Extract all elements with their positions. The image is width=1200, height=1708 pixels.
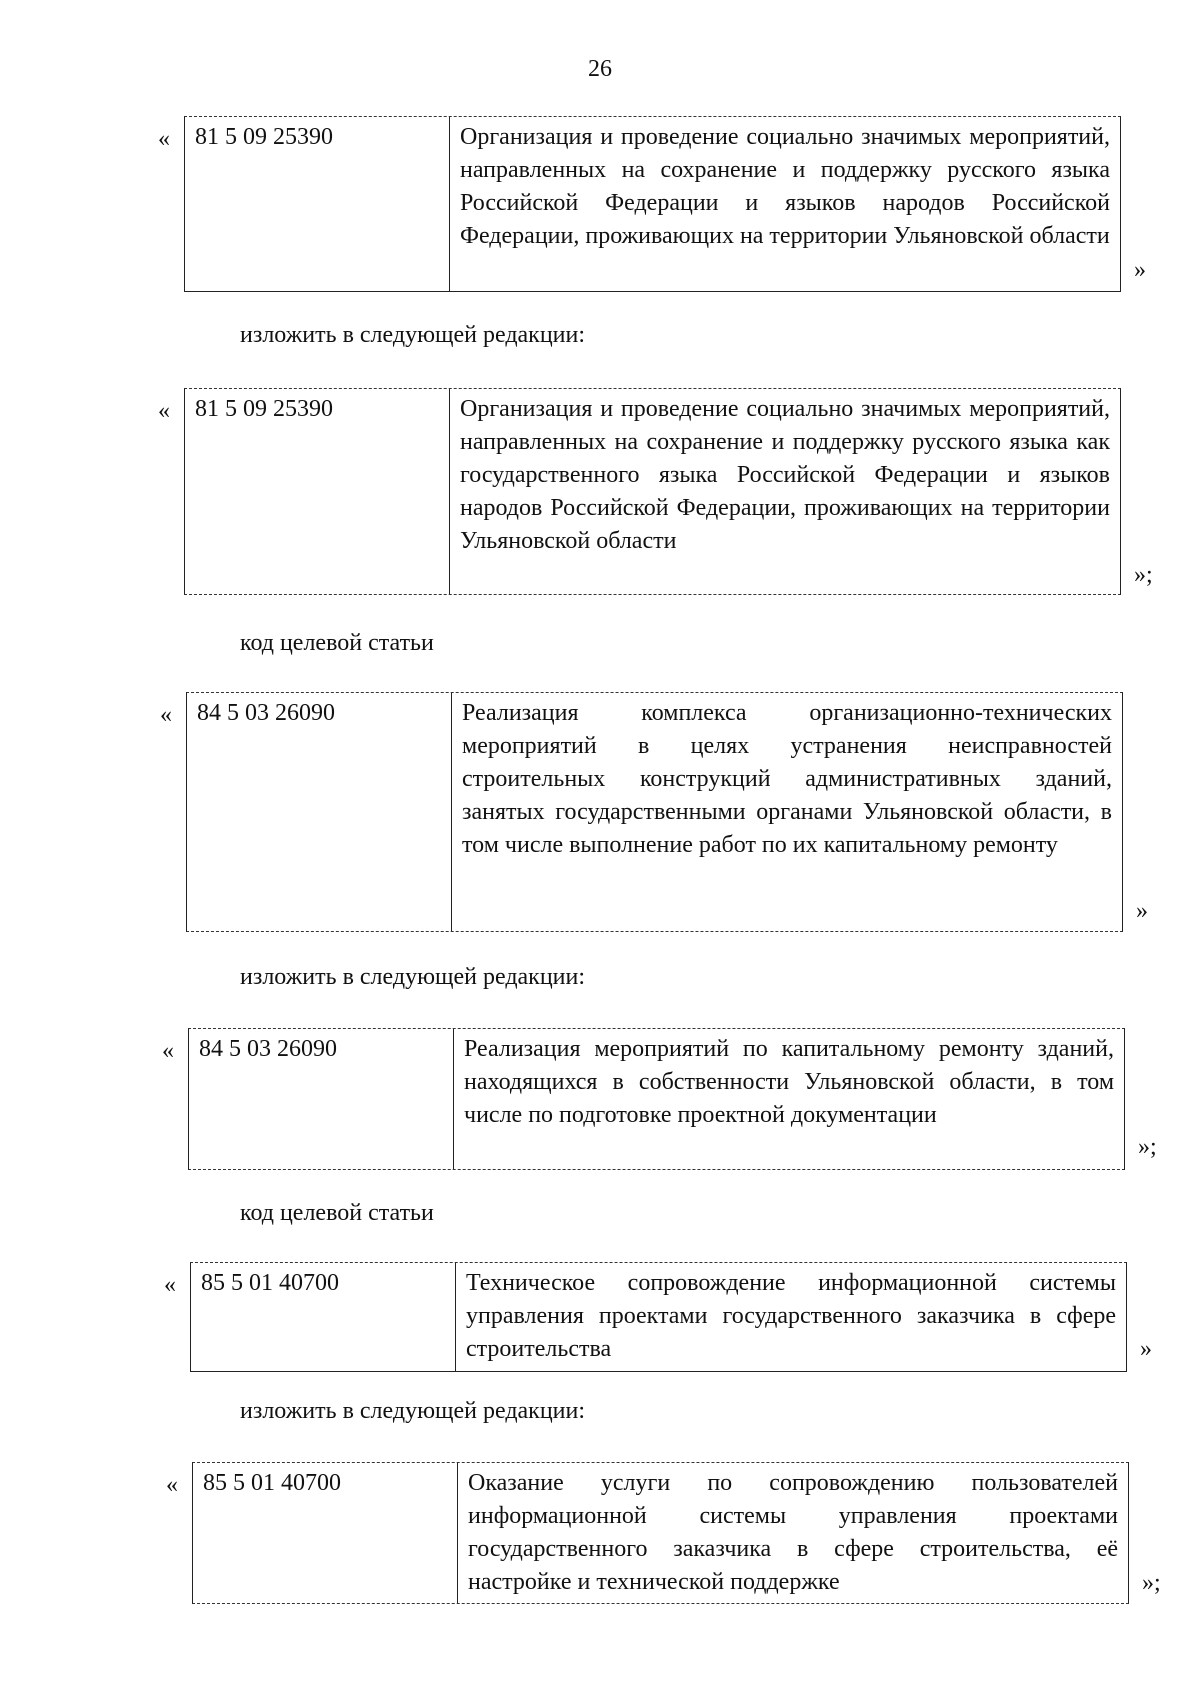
page-number: 26 [588,56,612,82]
instruction-text: код целевой статьи [240,1200,434,1226]
opening-quote: « [166,1472,178,1498]
instruction-text: код целевой статьи [240,630,434,656]
target-article-table [188,1028,1125,1170]
target-article-table [186,692,1123,932]
target-article-table [192,1462,1129,1604]
target-article-description: Реализация мероприятий по капитальному ремонту зданий, находящихся в собственности Ульяновской области, в том числе по подготовке проектной документации [464,1036,1114,1128]
target-article-code: 81 5 09 25390 [185,117,450,291]
opening-quote: « [162,1038,174,1064]
opening-quote: « [158,126,170,152]
instruction-text: изложить в следующей редакции: [240,1398,586,1424]
closing-quote: » [1140,1336,1152,1362]
target-article-code: 81 5 09 25390 [185,389,450,594]
target-article-code: 84 5 03 26090 [187,693,452,931]
target-article-code: 85 5 01 40700 [191,1263,456,1371]
opening-quote: « [158,398,170,424]
target-article-table [184,116,1121,292]
target-article-code: 84 5 03 26090 [189,1029,454,1169]
instruction-text: изложить в следующей редакции: [240,964,586,990]
target-article-description: Техническое сопровождение информационной системы управления проектами государственного заказчика в сфере строительства [466,1270,1116,1362]
instruction-text: изложить в следующей редакции: [240,322,586,348]
closing-quote: »; [1134,562,1153,588]
target-article-description: Организация и проведение социально значимых мероприятий, направленных на сохранение и поддержку русского языка как государственного языка Российской Федерации и языков народов Российской Федерации, проживающих на территории Ульяновской области [460,396,1110,554]
target-article-description: Организация и проведение социально значимых мероприятий, направленных на сохранение и поддержку русского языка Российской Федерации и языков народов Российской Федерации, проживающих на территории Ульяновской области [460,124,1110,249]
target-article-code: 85 5 01 40700 [193,1463,458,1603]
opening-quote: « [164,1272,176,1298]
target-article-table [190,1262,1127,1372]
opening-quote: « [160,702,172,728]
target-article-description: Оказание услуги по сопровождению пользователей информационной системы управления проектами государственного заказчика в сфере строительства, её настройке и технической поддержке [468,1470,1118,1595]
closing-quote: » [1134,257,1146,283]
closing-quote: »; [1142,1570,1161,1596]
target-article-table [184,388,1121,595]
closing-quote: » [1136,898,1148,924]
target-article-description: Реализация комплекса организационно-технических мероприятий в целях устранения неисправностей строительных конструкций административных зданий, занятых государственными органами Ульяновской области, в том числе выполнение работ по их капитальному ремонту [462,700,1112,858]
closing-quote: »; [1138,1134,1157,1160]
